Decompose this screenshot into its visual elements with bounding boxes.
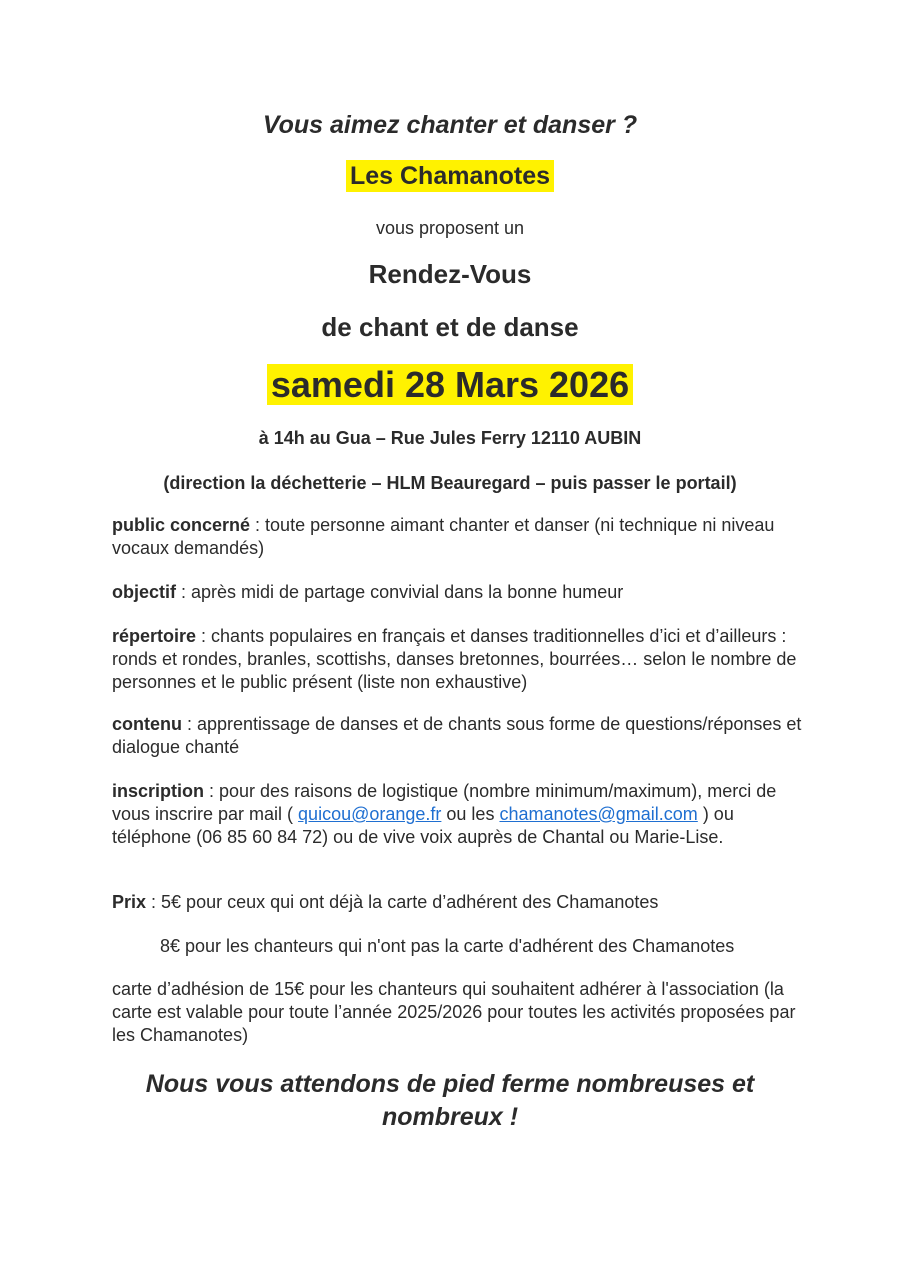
- event-date: [0, 364, 900, 406]
- section-inscription-text-1: : pour des raisons de logistique (nombre minimum/maximum), merci de vous inscrire par mail (: [112, 781, 777, 824]
- section-objectif-text: : après midi de partage convivial dans la bonne humeur: [176, 582, 624, 602]
- closing-line-1: Nous vous attendons de pied ferme nombreuses et: [145, 1070, 755, 1098]
- organization-name: [0, 162, 900, 191]
- section-prix-label: Prix: [112, 892, 147, 912]
- email-link-chamanotes[interactable]: chamanotes@gmail.com: [499, 804, 698, 824]
- event-title-line-2: de chant et de danse: [321, 312, 579, 342]
- section-inscription-text-3: ) ou téléphone (06 85 60 84 72) ou de vive voix auprès de Chantal ou Marie-Lise.: [112, 804, 734, 847]
- section-adhesion: carte d’adhésion de 15€ pour les chanteurs qui souhaitent adhérer à l'association (la carte est valable pour toute l’année 2025/2026 pour toutes les activités proposées par les Chamanotes): [112, 979, 796, 1045]
- section-objectif: [112, 581, 802, 604]
- event-directions: (direction la déchetterie – HLM Beauregard – puis passer le portail): [163, 473, 737, 493]
- headline: Vous aimez chanter et danser ?: [262, 111, 638, 139]
- section-inscription: [112, 780, 802, 849]
- email-link-quicou[interactable]: quicou@orange.fr: [298, 804, 442, 824]
- closing-message: [0, 1068, 900, 1134]
- section-contenu-text: : apprentissage de danses et de chants sous forme de questions/réponses et dialogue chanté: [112, 714, 802, 757]
- section-prix: [112, 891, 802, 914]
- section-repertoire-text: : chants populaires en français et danses traditionnelles d’ici et d’ailleurs : ronds et rondes, branles, scottishs, danses bretonnes, bourrées… selon le nombre de personnes et le public présent (liste non exhaustive): [112, 626, 797, 692]
- section-public-text: : toute personne aimant chanter et danser (ni technique ni niveau vocaux demandés): [112, 515, 775, 558]
- event-date-highlight: samedi 28 Mars 2026: [267, 364, 633, 405]
- section-public: [112, 514, 802, 560]
- section-prix-line-2: 8€ pour les chanteurs qui n'ont pas la carte d'adhérent des Chamanotes: [160, 936, 735, 956]
- proposal-text: vous proposent un: [375, 218, 525, 238]
- section-repertoire-label: répertoire: [112, 626, 197, 646]
- section-objectif-label: objectif: [112, 582, 177, 602]
- section-inscription-label: inscription: [112, 781, 205, 801]
- section-public-label: public concerné: [112, 515, 251, 535]
- section-repertoire: [112, 625, 802, 694]
- section-inscription-text-2: ou les: [441, 804, 500, 824]
- closing-line-2: nombreux !: [381, 1103, 519, 1131]
- organization-highlight: Les Chamanotes: [346, 160, 554, 192]
- section-contenu-label: contenu: [112, 714, 182, 734]
- event-location: à 14h au Gua – Rue Jules Ferry 12110 AUBIN: [258, 428, 642, 448]
- event-title-line-1: Rendez-Vous: [368, 259, 532, 289]
- section-contenu: [112, 713, 802, 759]
- section-prix-line-1: : 5€ pour ceux qui ont déjà la carte d’adhérent des Chamanotes: [146, 892, 659, 912]
